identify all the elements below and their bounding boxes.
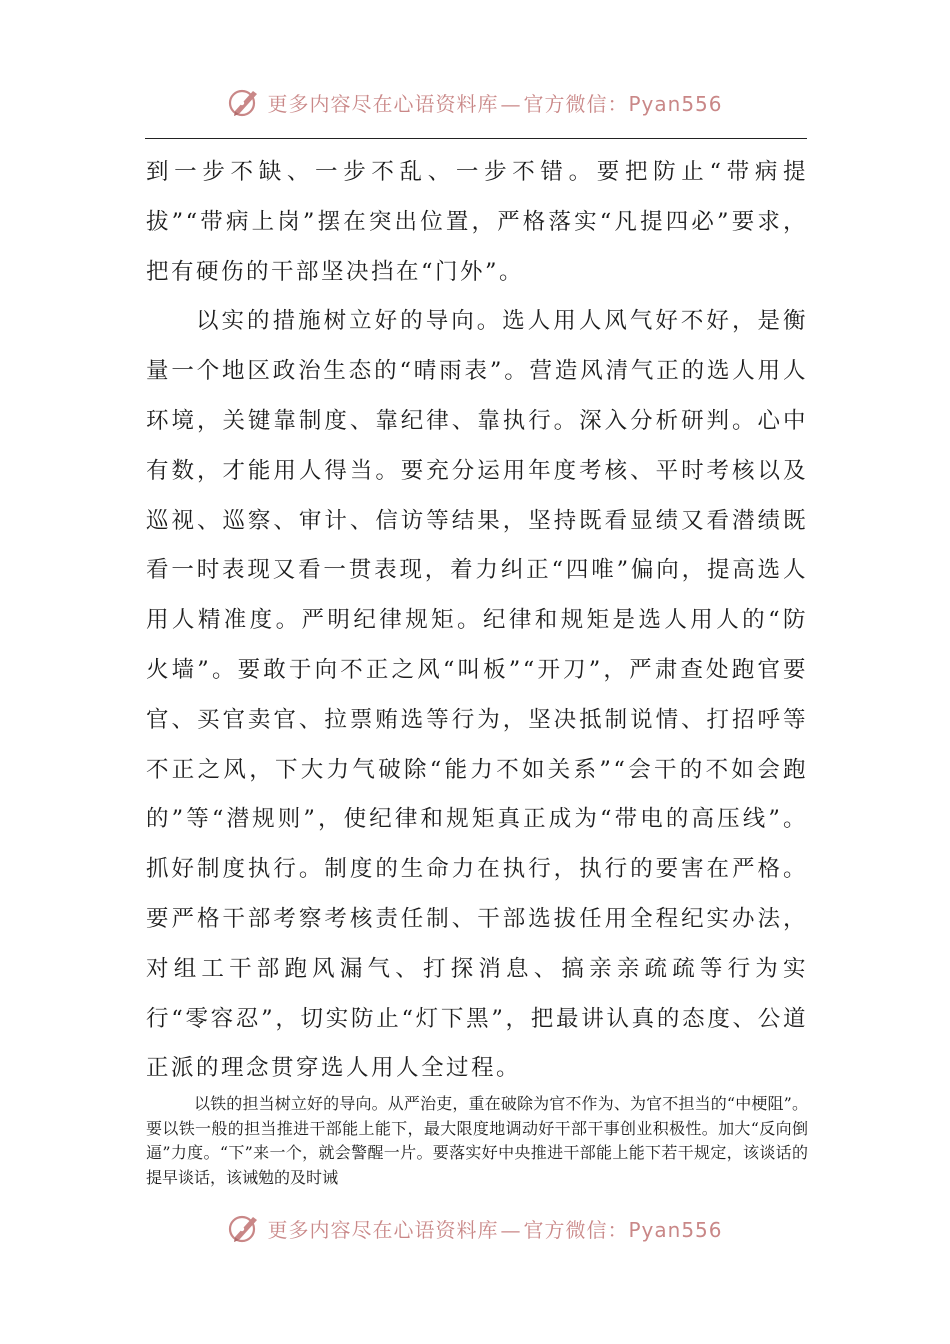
document-body xyxy=(146,148,808,1094)
banner-official-label: 官方微信： xyxy=(523,91,629,116)
pen-nib-circle-icon xyxy=(227,85,261,119)
body-paragraph-2: 以实的措施树立好的导向。选人用人风气好不好，是衡量一个地区政治生态的“晴雨表”。营造风清气正的选人用人环境，关键靠制度、靠纪律、靠执行。深入分析研判。心中有数，才能用人得当。要充分运用年度考核、平时考核以及巡视、巡察、审计、信访等结果，坚持既看显绩又看潜绩既看一时表现又看一贯表现，着力纠正“四唯”偏向，提高选人用人精准度。严明纪律规矩。纪律和规矩是选人用人的“防火墙”。要敢于向不正之风“叫板”“开刀”，严肃查处跑官要官、买官卖官、拉票贿选等行为，坚决抵制说情、打招呼等不正之风，下大力气破除“能力不如关系”“会干的不如会跑的”等“潜规则”，使纪律和规矩真正成为“带电的高压线”。抓好制度执行。制度的生命力在执行，执行的要害在严格。要严格干部考察考核责任制、干部选拔任用全程纪实办法，对组工干部跑风漏气、打探消息、搞亲亲疏疏等行为实行“零容忍”，切实防止“灯下黑”，把最讲认真的态度、公道正派的理念贯穿选人用人全过程。 xyxy=(146,308,808,1082)
footer-separator: — xyxy=(500,1217,522,1242)
banner-wechat-id: Pyan556 xyxy=(628,91,723,116)
footer-banner-text xyxy=(267,1214,722,1243)
header-banner-text xyxy=(267,88,722,117)
document-footnote-block xyxy=(146,1092,808,1190)
body-paragraph-1: 到一步不缺、一步不乱、一步不错。要把防止“带病提拔”“带病上岗”摆在突出位置，严格落实“凡提四必”要求，把有硬伤的干部坚决挡在“门外”。 xyxy=(146,159,808,285)
footer-banner xyxy=(0,1208,950,1248)
footer-official-label: 官方微信： xyxy=(523,1217,629,1242)
pen-nib-circle-icon xyxy=(227,1211,261,1245)
small-paragraph: 以铁的担当树立好的导向。从严治吏，重在破除为官不作为、为官不担当的“中梗阻”。要以铁一般的担当推进干部能上能下，最大限度地调动好干部干事创业积极性。加大“反向倒逼”力度。“下”来一个，就会警醒一片。要落实好中央推进干部能上能下若干规定，该谈话的提早谈话，该诫勉的及时诫 xyxy=(146,1094,808,1187)
banner-main-text: 更多内容尽在心语资料库 xyxy=(267,91,499,116)
footer-wechat-id: Pyan556 xyxy=(628,1217,723,1242)
footer-main-text: 更多内容尽在心语资料库 xyxy=(267,1217,499,1242)
header-banner xyxy=(0,82,950,122)
header-divider xyxy=(145,138,807,139)
banner-separator: — xyxy=(500,91,522,116)
